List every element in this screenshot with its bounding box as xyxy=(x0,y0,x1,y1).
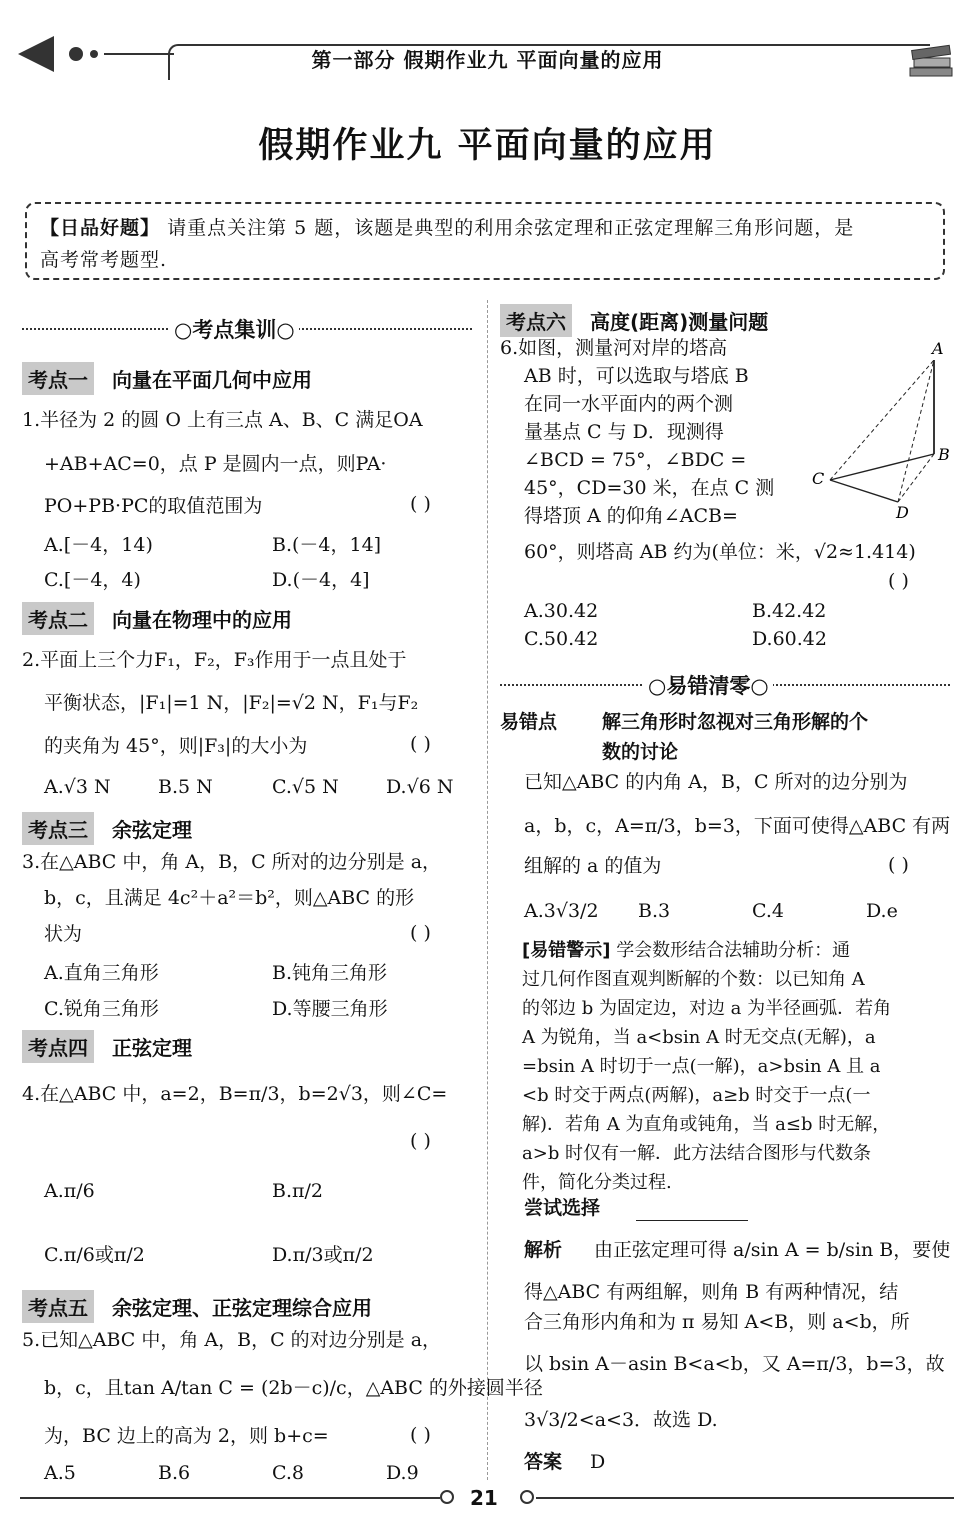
q2-line1: 2.平面上三个力F₁，F₂，F₃作用于一点且处于 xyxy=(22,649,407,671)
analysis-line3: 合三角形内角和为 π 易知 A<B，则 a<b，所 xyxy=(524,1311,910,1333)
q3-option-c: C.锐角三角形 xyxy=(44,998,159,1020)
try-label: 尝试选择 xyxy=(524,1197,601,1219)
q3-line1: 3.在△ABC 中，角 A，B，C 所对的边分别是 a， xyxy=(22,851,442,873)
warning-line-3: A 为锐角，当 a<bsin A 时无交点(无解)，a xyxy=(522,1027,876,1048)
kaodian-4: 考点四 正弦定理 xyxy=(22,1030,192,1063)
page-number: 21 xyxy=(470,1486,498,1510)
warning-line-7: a>b 时仅有一解．此方法结合图形与代数条 xyxy=(522,1143,872,1164)
q3-option-b: B.钝角三角形 xyxy=(272,962,388,984)
err-label: 易错点 xyxy=(500,711,558,733)
q6-option-a: A.30.42 xyxy=(524,600,599,622)
q6-answer-blank: ( ) xyxy=(888,570,909,592)
q6-line6: 45°，CD=30 米，在点 C 测 xyxy=(524,477,775,499)
q2-option-b: B.5 N xyxy=(158,776,213,798)
fig-label-b: B xyxy=(938,445,950,464)
kaodian-2: 考点二 向量在物理中的应用 xyxy=(22,602,292,635)
header-part-title: 第一部分 假期作业九 平面向量的应用 xyxy=(311,48,664,72)
q1-line1: 1.半径为 2 的圆 O 上有三点 A、B、C 满足OA xyxy=(22,409,423,431)
eq-line1: 已知△ABC 的内角 A，B，C 所对的边分别为 xyxy=(524,771,908,793)
section-title-yicuo: ○易错清零○ xyxy=(644,670,773,700)
kaodian-1: 考点一 向量在平面几何中应用 xyxy=(22,362,312,395)
q5-option-c: C.8 xyxy=(272,1462,304,1484)
eq-option-a: A.3√3/2 xyxy=(524,900,599,922)
kaodian-5: 考点五 余弦定理、正弦定理综合应用 xyxy=(22,1290,372,1323)
footer-dot-right xyxy=(520,1490,534,1504)
q4-option-c: C.π/6或π/2 xyxy=(44,1244,145,1266)
q2-option-c: C.√5 N xyxy=(272,776,339,798)
q5-option-a: A.5 xyxy=(44,1462,76,1484)
q6-line5: ∠BCD = 75°，∠BDC = xyxy=(524,449,747,471)
books-icon xyxy=(906,40,958,84)
q5-line1: 5.已知△ABC 中，角 A，B，C 的对边分别是 a， xyxy=(22,1329,442,1351)
analysis-label: 解析 xyxy=(524,1239,563,1261)
q6-line4: 量基点 C 与 D．现测得 xyxy=(524,421,724,443)
q6-option-c: C.50.42 xyxy=(524,628,599,650)
warning-line-1: 过几何作图直观判断解的个数：以已知角 A xyxy=(522,969,865,990)
q1-option-c: C.[－4，4) xyxy=(44,569,141,591)
tip-text-line1: 请重点关注第 5 题，该题是典型的利用余弦定理和正弦定理解三角形问题，是 xyxy=(167,217,855,239)
q6-line1: 6.如图，测量河对岸的塔高 xyxy=(500,337,728,359)
q2-line3: 的夹角为 45°，则|F₃|的大小为 xyxy=(44,735,308,757)
warning-line-6: 解)．若角 A 为直角或钝角，当 a≤b 时无解， xyxy=(522,1114,891,1135)
answer-value: D xyxy=(590,1451,606,1473)
footer-rule-right xyxy=(536,1497,954,1499)
warning-line-2: 的邻边 b 为固定边，对边 a 为半径画弧．若角 xyxy=(522,998,892,1019)
eq-line2: a，b，c，A=π/3，b=3，下面可使得△ABC 有两 xyxy=(524,815,951,837)
warning-line-8: 件，简化分类过程. xyxy=(522,1172,672,1193)
column-divider xyxy=(487,300,488,1480)
tip-text-line2: 高考常考题型. xyxy=(40,249,168,271)
q1-answer-blank: ( ) xyxy=(410,493,431,515)
q6-line8: 60°，则塔高 AB 约为(单位：米，√2≈1.414) xyxy=(524,541,916,563)
q4-option-b: B.π/2 xyxy=(272,1180,323,1202)
footer-rule-left xyxy=(20,1497,440,1499)
fig-label-c: C xyxy=(812,469,825,488)
q3-line3: 状为 xyxy=(44,923,83,945)
warning-label: [易错警示] xyxy=(522,940,611,961)
q2-option-d: D.√6 N xyxy=(386,776,454,798)
footer-dot-left xyxy=(440,1490,454,1504)
q5-option-b: B.6 xyxy=(158,1462,191,1484)
tower-figure xyxy=(800,338,960,524)
q4-answer-blank: ( ) xyxy=(410,1130,431,1152)
err-title-line2: 数的讨论 xyxy=(602,741,679,763)
eq-answer-blank: ( ) xyxy=(888,854,909,876)
answer-label: 答案 xyxy=(524,1451,563,1473)
warning-line-5: <b 时交于两点(两解)，a≥b 时交于一点(一 xyxy=(522,1085,871,1106)
q6-line2: AB 时，可以选取与塔底 B xyxy=(524,365,749,387)
q6-line3: 在同一水平面内的两个测 xyxy=(524,393,734,415)
q2-answer-blank: ( ) xyxy=(410,733,431,755)
eq-option-b: B.3 xyxy=(638,900,671,922)
q1-option-a: A.[－4，14) xyxy=(44,534,153,556)
warning-line-0: 学会数形结合法辅助分析：通 xyxy=(616,940,851,961)
q4-option-d: D.π/3或π/2 xyxy=(272,1244,374,1266)
q5-answer-blank: ( ) xyxy=(410,1424,431,1446)
err-title-line1: 解三角形时忽视对三角形解的个 xyxy=(602,711,869,733)
page-title: 假期作业九 平面向量的应用 xyxy=(258,126,717,166)
fig-label-d: D xyxy=(896,503,909,522)
q5-line3: 为，BC 边上的高为 2，则 b+c= xyxy=(44,1425,329,1447)
q3-option-a: A.直角三角形 xyxy=(44,962,159,984)
section-title-kaodian: ○考点集训○ xyxy=(170,314,299,344)
q3-answer-blank: ( ) xyxy=(410,922,431,944)
q6-option-b: B.42.42 xyxy=(752,600,827,622)
kaodian-3: 考点三 余弦定理 xyxy=(22,812,192,845)
fig-label-a: A xyxy=(932,339,944,358)
analysis-line1: 由正弦定理可得 a/sin A = b/sin B，要使 xyxy=(594,1239,951,1261)
q1-option-d: D.(－4，4] xyxy=(272,569,370,591)
tip-text xyxy=(40,212,940,276)
warning-block xyxy=(522,936,952,1197)
analysis-line5: 3√3/2<a<3．故选 D. xyxy=(524,1409,718,1431)
q3-line2: b，c，且满足 4c²＋a²＝b²，则△ABC 的形 xyxy=(44,887,415,909)
try-answer-line xyxy=(636,1220,748,1221)
q5-line2: b，c，且tan A/tan C = (2b－c)/c，△ABC 的外接圆半径 xyxy=(44,1377,543,1399)
q1-line3: PO+PB·PC的取值范围为 xyxy=(44,495,263,517)
q1-option-b: B.(－4，14] xyxy=(272,534,382,556)
analysis-line4: 以 bsin A－asin B<a<b，又 A=π/3，b=3，故 xyxy=(524,1353,945,1375)
q4-option-a: A.π/6 xyxy=(44,1180,95,1202)
eq-line3: 组解的 a 的值为 xyxy=(524,855,662,877)
tip-label: 【日品好题】 xyxy=(40,217,161,239)
q4-line1: 4.在△ABC 中，a=2，B=π/3，b=2√3，则∠C= xyxy=(22,1083,448,1105)
q3-option-d: D.等腰三角形 xyxy=(272,998,388,1020)
kaodian-6: 考点六 高度(距离)测量问题 xyxy=(500,304,768,337)
q2-option-a: A.√3 N xyxy=(44,776,111,798)
eq-option-c: C.4 xyxy=(752,900,784,922)
q2-line2: 平衡状态，|F₁|=1 N，|F₂|=√2 N，F₁与F₂ xyxy=(44,692,419,714)
eq-option-d: D.e xyxy=(866,900,898,922)
q1-line2: +AB+AC=0，点 P 是圆内一点，则PA· xyxy=(44,453,387,475)
q5-option-d: D.9 xyxy=(386,1462,419,1484)
q6-option-d: D.60.42 xyxy=(752,628,827,650)
analysis-line2: 得△ABC 有两组解，则角 B 有两种情况，结 xyxy=(524,1281,899,1303)
warning-line-4: =bsin A 时切于一点(一解)，a>bsin A 且 a xyxy=(522,1056,881,1077)
q6-line7: 得塔顶 A 的仰角∠ACB= xyxy=(524,505,738,527)
